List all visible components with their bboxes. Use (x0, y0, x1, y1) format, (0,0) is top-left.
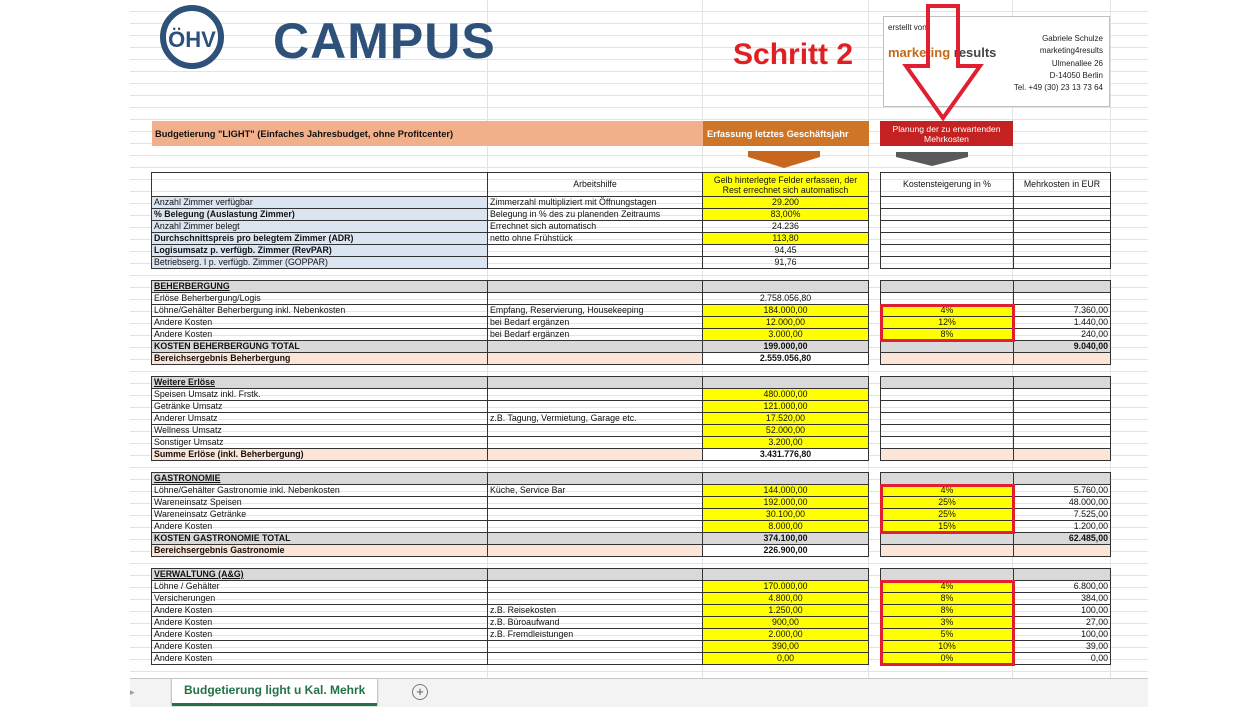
banner-planning: Planung der zu erwartenden Mehrkosten (880, 121, 1013, 146)
value-input-cell[interactable]: 144.000,00 (703, 485, 869, 497)
table-row (881, 413, 1111, 425)
kpi-hint: Zimmerzahl multipliziert mit Öffnungstagen (488, 197, 703, 209)
step-label: Schritt 2 (733, 38, 854, 71)
value-input-cell[interactable]: 900,00 (703, 617, 869, 629)
total-cell (881, 341, 1014, 353)
table-row (881, 245, 1111, 257)
kpi-label: Betriebserg. I p. verfügb. Zimmer (GOPPAR) (152, 257, 488, 269)
row-hint (488, 641, 703, 653)
summe-cell (1014, 449, 1111, 461)
mehrkosten-cell: 5.760,00 (1014, 485, 1111, 497)
mehrkosten-cell: 27,00 (1014, 617, 1111, 629)
table-row (152, 437, 869, 449)
row-hint (488, 521, 703, 533)
empty-cell[interactable] (1014, 257, 1111, 269)
table-row (152, 341, 869, 353)
table-row (152, 377, 869, 389)
row-label: Andere Kosten (152, 317, 488, 329)
row-hint: bei Bedarf ergänzen (488, 329, 703, 341)
section-cell (881, 377, 1014, 389)
summe-cell (488, 449, 703, 461)
empty-cell[interactable] (1014, 221, 1111, 233)
pct-input-cell[interactable]: 8% (881, 329, 1014, 341)
section-cell (488, 377, 703, 389)
kpi-hint: Belegung in % des zu planenden Zeitraums (488, 209, 703, 221)
highlight-box (880, 484, 1015, 534)
section-cell (703, 473, 869, 485)
value-input-cell[interactable]: 192.000,00 (703, 497, 869, 509)
table-row (152, 329, 869, 341)
empty-cell[interactable] (1014, 209, 1111, 221)
row-hint (488, 389, 703, 401)
pct-input-cell[interactable]: 8% (881, 605, 1014, 617)
pct-input-cell[interactable]: 4% (881, 305, 1014, 317)
mehrkosten-cell (1014, 413, 1111, 425)
pct-input-cell[interactable]: 8% (881, 593, 1014, 605)
table-row (152, 557, 869, 569)
row-label: Löhne / Gehälter (152, 581, 488, 593)
banner-budget-title: Budgetierung "LIGHT" (Einfaches Jahresbudget, ohne Profitcenter) (152, 121, 703, 146)
row-hint (488, 593, 703, 605)
row-hint (488, 437, 703, 449)
row-label: Anderer Umsatz (152, 413, 488, 425)
total-label: KOSTEN GASTRONOMIE TOTAL (152, 533, 488, 545)
row-hint (488, 497, 703, 509)
section-cell (488, 473, 703, 485)
row-hint (488, 509, 703, 521)
table-row (881, 353, 1111, 365)
kpi-label: Logisumsatz p. verfügb. Zimmer (RevPAR) (152, 245, 488, 257)
kpi-value-cell[interactable]: 29.200 (703, 197, 869, 209)
table-row (152, 365, 869, 377)
kpi-label: % Belegung (Auslastung Zimmer) (152, 209, 488, 221)
kpi-label: Durchschnittspreis pro belegtem Zimmer (ADR) (152, 233, 488, 245)
mehrkosten-cell: 100,00 (1014, 629, 1111, 641)
mehrkosten-cell: 48.000,00 (1014, 497, 1111, 509)
row-label: Sonstiger Umsatz (152, 437, 488, 449)
pct-input-cell[interactable] (881, 389, 1014, 401)
table-row (881, 389, 1111, 401)
header-label-cell (152, 173, 488, 197)
value-input-cell[interactable]: 2.000,00 (703, 629, 869, 641)
table-row (152, 641, 869, 653)
section-cell (1014, 569, 1111, 581)
summe-value: 3.431.776,80 (703, 449, 869, 461)
table-row (152, 461, 869, 473)
campus-logo-text: CAMPUS (273, 13, 496, 69)
kpi-hint: netto ohne Frühstück (488, 233, 703, 245)
section-cell (703, 569, 869, 581)
row-hint (488, 293, 703, 305)
total-cell (488, 341, 703, 353)
table-row (881, 557, 1111, 569)
header-mehrkosten: Mehrkosten in EUR (1014, 173, 1111, 197)
row-label: Getränke Umsatz (152, 401, 488, 413)
total-mehrkosten: 9.040,00 (1014, 341, 1111, 353)
section-cell (488, 569, 703, 581)
row-label: Andere Kosten (152, 653, 488, 665)
mehrkosten-cell: 6.800,00 (1014, 581, 1111, 593)
kpi-label: Anzahl Zimmer belegt (152, 221, 488, 233)
value-input-cell[interactable]: 1.250,00 (703, 605, 869, 617)
empty-cell[interactable] (1014, 245, 1111, 257)
table-row (881, 365, 1111, 377)
logo-mark: ÖHV (168, 27, 216, 52)
mehrkosten-cell: 7.360,00 (1014, 305, 1111, 317)
empty-cell[interactable] (1014, 233, 1111, 245)
table-row (152, 173, 869, 197)
value-input-cell[interactable]: 17.520,00 (703, 413, 869, 425)
table-row (152, 353, 869, 365)
table-row (881, 341, 1111, 353)
total-value: 199.000,00 (703, 341, 869, 353)
header-gelb-hint: Gelb hinterlegte Felder erfassen, der Rest errechnet sich automatisch (703, 173, 869, 197)
header-kosten-pct: Kostensteigerung in % (881, 173, 1014, 197)
mehrkosten-cell: 1.200,00 (1014, 521, 1111, 533)
kpi-value-cell[interactable]: 83,00% (703, 209, 869, 221)
table-row (152, 305, 869, 317)
table-row (152, 413, 869, 425)
total-cell (488, 533, 703, 545)
pct-input-cell[interactable]: 25% (881, 497, 1014, 509)
table-row (152, 509, 869, 521)
total-mehrkosten: 62.485,00 (1014, 533, 1111, 545)
table-row (152, 497, 869, 509)
result-value: 2.559.056,80 (703, 353, 869, 365)
created-by-label: erstellt von (888, 23, 927, 32)
highlight-box (880, 580, 1015, 666)
row-label: Versicherungen (152, 593, 488, 605)
row-label: Andere Kosten (152, 521, 488, 533)
pct-input-cell[interactable]: 4% (881, 485, 1014, 497)
result-cell (1014, 353, 1111, 365)
row-label: Wareneinsatz Getränke (152, 509, 488, 521)
table-row (881, 449, 1111, 461)
budget-table (151, 172, 869, 665)
pct-input-cell[interactable]: 4% (881, 581, 1014, 593)
table-row (881, 545, 1111, 557)
pct-input-cell[interactable]: 0% (881, 653, 1014, 665)
pct-input-cell[interactable] (881, 425, 1014, 437)
table-row (881, 173, 1111, 197)
section-title: GASTRONOMIE (152, 473, 488, 485)
row-label: Andere Kosten (152, 617, 488, 629)
kpi-hint (488, 257, 703, 269)
value-input-cell[interactable]: 4.800,00 (703, 593, 869, 605)
table-row (152, 593, 869, 605)
total-value: 374.100,00 (703, 533, 869, 545)
mehrkosten-cell: 100,00 (1014, 605, 1111, 617)
kpi-value-cell[interactable]: 91,76 (703, 257, 869, 269)
row-label: Löhne/Gehälter Gastronomie inkl. Nebenkosten (152, 485, 488, 497)
header-arbeitshilfe: Arbeitshilfe (488, 173, 703, 197)
row-hint (488, 425, 703, 437)
table-row (152, 221, 869, 233)
table-row (881, 209, 1111, 221)
table-row (152, 545, 869, 557)
pct-input-cell[interactable] (881, 413, 1014, 425)
spreadsheet-sheet[interactable] (130, 0, 1148, 678)
value-input-cell[interactable]: 3.000,00 (703, 329, 869, 341)
value-input-cell[interactable]: 8.000,00 (703, 521, 869, 533)
table-row (152, 197, 869, 209)
table-row (152, 293, 869, 305)
table-row (152, 425, 869, 437)
row-hint (488, 581, 703, 593)
kpi-hint: Errechnet sich automatisch (488, 221, 703, 233)
kpi-label: Anzahl Zimmer verfügbar (152, 197, 488, 209)
result-label: Bereichsergebnis Beherbergung (152, 353, 488, 365)
pct-input-cell[interactable]: 5% (881, 629, 1014, 641)
summe-cell (881, 449, 1014, 461)
kpi-value-cell[interactable]: 24.236 (703, 221, 869, 233)
table-row (152, 533, 869, 545)
value-input-cell[interactable]: 480.000,00 (703, 389, 869, 401)
brown-arrow-tip-icon (748, 157, 820, 168)
mehrkosten-cell (1014, 437, 1111, 449)
row-label: Andere Kosten (152, 329, 488, 341)
mehrkosten-cell: 1.440,00 (1014, 317, 1111, 329)
empty-cell[interactable] (1014, 197, 1111, 209)
section-title: VERWALTUNG (A&G) (152, 569, 488, 581)
row-hint (488, 653, 703, 665)
result-cell (881, 353, 1014, 365)
empty-cell[interactable] (881, 197, 1014, 209)
value-input-cell[interactable]: 52.000,00 (703, 425, 869, 437)
value-input-cell[interactable]: 184.000,00 (703, 305, 869, 317)
value-input-cell[interactable]: 2.758.056,80 (703, 293, 869, 305)
value-input-cell[interactable]: 390,00 (703, 641, 869, 653)
section-cell (703, 281, 869, 293)
section-cell (1014, 377, 1111, 389)
table-row (152, 269, 869, 281)
value-input-cell[interactable]: 30.100,00 (703, 509, 869, 521)
value-input-cell[interactable]: 121.000,00 (703, 401, 869, 413)
table-row (881, 437, 1111, 449)
mehrkosten-cell (1014, 293, 1111, 305)
mehrkosten-cell: 240,00 (1014, 329, 1111, 341)
row-hint: z.B. Büroaufwand (488, 617, 703, 629)
empty-cell[interactable] (881, 245, 1014, 257)
sheet-tab-bar (130, 678, 1148, 707)
value-input-cell[interactable]: 0,00 (703, 653, 869, 665)
mehrkosten-cell (1014, 425, 1111, 437)
table-row (152, 629, 869, 641)
kpi-hint (488, 245, 703, 257)
sheet-tab-budgetierung[interactable]: Budgetierung light u Kal. Mehrk (172, 679, 377, 706)
row-label: Andere Kosten (152, 629, 488, 641)
value-input-cell[interactable]: 3.200,00 (703, 437, 869, 449)
table-row (152, 401, 869, 413)
table-row (152, 605, 869, 617)
row-label: Andere Kosten (152, 605, 488, 617)
result-cell (881, 545, 1014, 557)
oehv-logo-icon (160, 5, 224, 69)
row-label: Speisen Umsatz inkl. Frstk. (152, 389, 488, 401)
row-label: Andere Kosten (152, 641, 488, 653)
empty-cell[interactable] (881, 209, 1014, 221)
table-row (152, 281, 869, 293)
row-label: Löhne/Gehälter Beherbergung inkl. Nebenkosten (152, 305, 488, 317)
banner-last-year: Erfassung letztes Geschäftsjahr (703, 121, 869, 146)
table-row (152, 581, 869, 593)
result-cell (1014, 545, 1111, 557)
pct-input-cell[interactable]: 15% (881, 521, 1014, 533)
empty-cell[interactable] (881, 257, 1014, 269)
row-hint (488, 401, 703, 413)
section-cell (881, 281, 1014, 293)
summe-label: Summe Erlöse (inkl. Beherbergung) (152, 449, 488, 461)
contact-address: Gabriele Schulze marketing4results Ulmenallee 26 D-14050 Berlin Tel. +49 (30) 23 13 73 64 (1013, 34, 1103, 93)
result-cell (488, 545, 703, 557)
result-value: 226.900,00 (703, 545, 869, 557)
table-row (152, 653, 869, 665)
row-hint: Küche, Service Bar (488, 485, 703, 497)
table-row (152, 521, 869, 533)
section-title: BEHERBERGUNG (152, 281, 488, 293)
section-cell (1014, 473, 1111, 485)
section-cell (703, 377, 869, 389)
row-label: Erlöse Beherbergung/Logis (152, 293, 488, 305)
table-row (152, 485, 869, 497)
result-cell (488, 353, 703, 365)
table-row (152, 449, 869, 461)
pct-input-cell[interactable]: 12% (881, 317, 1014, 329)
mehrkosten-cell: 384,00 (1014, 593, 1111, 605)
row-label: Wareneinsatz Speisen (152, 497, 488, 509)
value-input-cell[interactable]: 12.000,00 (703, 317, 869, 329)
table-row (881, 461, 1111, 473)
section-cell (1014, 281, 1111, 293)
table-row (881, 401, 1111, 413)
table-row (152, 257, 869, 269)
table-row (152, 317, 869, 329)
empty-cell[interactable] (881, 233, 1014, 245)
table-row (152, 473, 869, 485)
table-row (881, 197, 1111, 209)
table-row (881, 257, 1111, 269)
kpi-value-cell[interactable]: 94,45 (703, 245, 869, 257)
mehrkosten-cell: 7.525,00 (1014, 509, 1111, 521)
table-row (881, 377, 1111, 389)
total-label: KOSTEN BEHERBERGUNG TOTAL (152, 341, 488, 353)
kpi-value-cell[interactable]: 113,80 (703, 233, 869, 245)
table-row (152, 569, 869, 581)
table-row (152, 245, 869, 257)
row-hint: Empfang, Reservierung, Housekeeping (488, 305, 703, 317)
add-sheet-icon[interactable]: + (412, 684, 428, 700)
pct-input-cell[interactable]: 10% (881, 641, 1014, 653)
result-label: Bereichsergebnis Gastronomie (152, 545, 488, 557)
table-row (881, 269, 1111, 281)
mehrkosten-cell: 39,00 (1014, 641, 1111, 653)
section-title: Weitere Erlöse (152, 377, 488, 389)
dark-arrow-tip-icon (896, 157, 968, 166)
down-arrow-icon (902, 4, 984, 122)
table-row (152, 209, 869, 221)
row-hint: bei Bedarf ergänzen (488, 317, 703, 329)
table-row (152, 233, 869, 245)
table-row (881, 425, 1111, 437)
table-row (881, 221, 1111, 233)
row-hint: z.B. Tagung, Vermietung, Garage etc. (488, 413, 703, 425)
total-cell (881, 533, 1014, 545)
section-cell (488, 281, 703, 293)
pct-input-cell[interactable]: 25% (881, 509, 1014, 521)
row-label: Wellness Umsatz (152, 425, 488, 437)
pct-input-cell[interactable] (881, 437, 1014, 449)
mehrkosten-cell (1014, 401, 1111, 413)
pct-input-cell[interactable] (881, 401, 1014, 413)
table-row (881, 281, 1111, 293)
mehrkosten-cell: 0,00 (1014, 653, 1111, 665)
mehrkosten-cell (1014, 389, 1111, 401)
pct-input-cell[interactable]: 3% (881, 617, 1014, 629)
table-row (881, 233, 1111, 245)
table-row (152, 617, 869, 629)
row-hint: z.B. Reisekosten (488, 605, 703, 617)
table-row (152, 389, 869, 401)
table-row (881, 533, 1111, 545)
empty-cell[interactable] (881, 221, 1014, 233)
tab-scroll-icon[interactable]: ▸ (130, 687, 135, 697)
row-hint: z.B. Fremdleistungen (488, 629, 703, 641)
value-input-cell[interactable]: 170.000,00 (703, 581, 869, 593)
brand-logo: marketing results (888, 45, 997, 60)
highlight-box (880, 304, 1015, 342)
